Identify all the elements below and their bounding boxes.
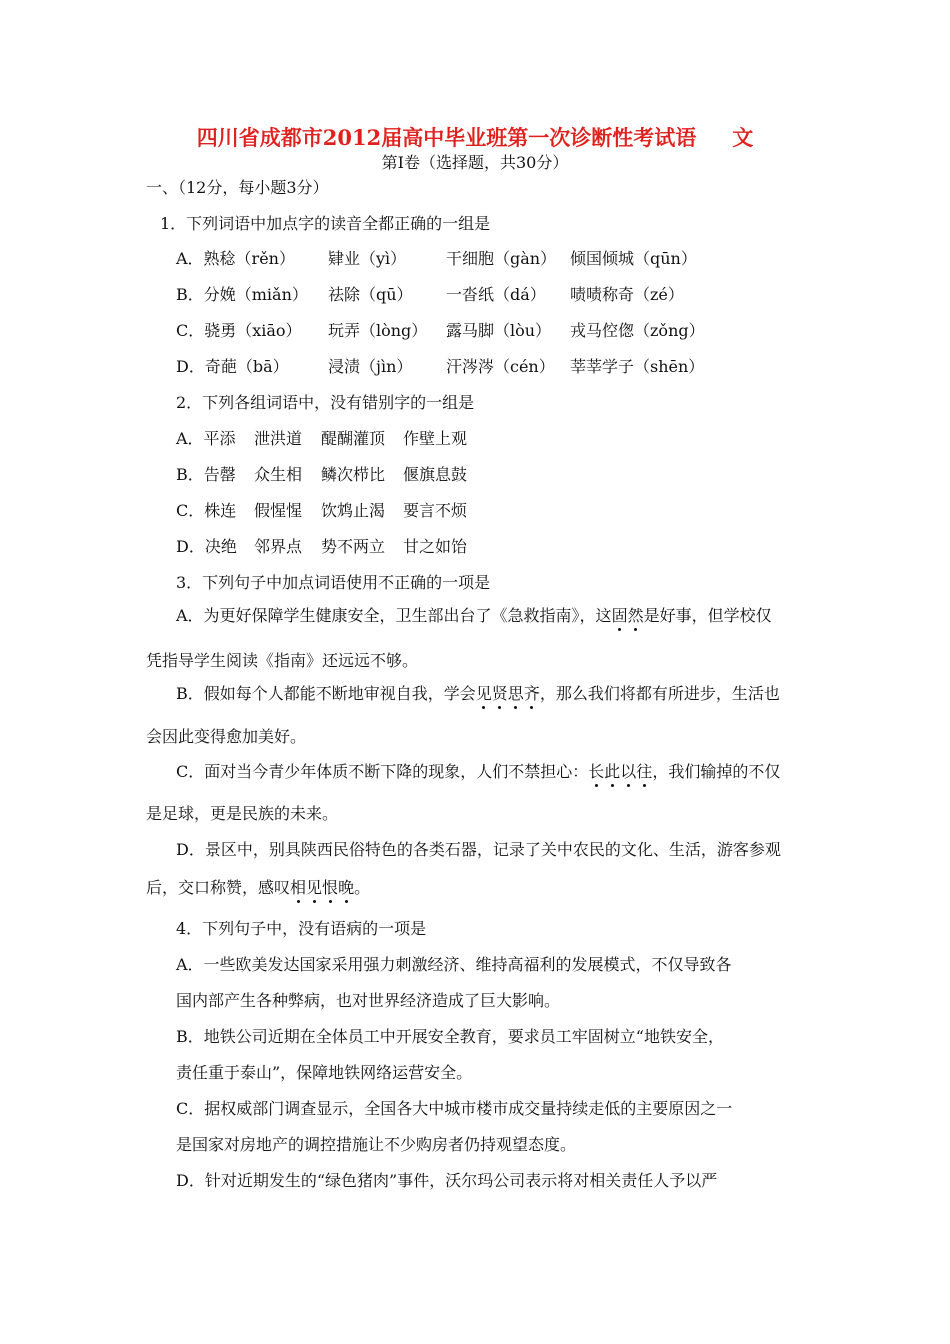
q3-option-b-line1 bbox=[176, 683, 780, 705]
q1-stem: 1．下列词语中加点字的读音全都正确的一组是 bbox=[160, 214, 491, 233]
q2-d-word3: 势不两立 bbox=[321, 537, 386, 556]
emphasis-char: 固 bbox=[611, 606, 628, 625]
title-tail: 文 bbox=[732, 125, 754, 150]
q3-c-text-pre: C．面对当今青少年体质不断下降的现象，人们不禁担心： bbox=[176, 762, 589, 781]
q1-c-word3: 露马脚（lòu） bbox=[446, 321, 552, 340]
q2-stem: 2．下列各组词语中，没有错别字的一组是 bbox=[176, 393, 475, 412]
q2-c-word4: 要言不烦 bbox=[403, 501, 468, 520]
emphasis-char: 晚 bbox=[338, 878, 355, 897]
q3-d-text-pre: 后，交口称赞，感叹 bbox=[146, 878, 291, 897]
page-title bbox=[0, 124, 950, 152]
q1-c-word4: 戎马倥偬（zǒng） bbox=[570, 321, 705, 340]
q1-d-word1: D．奇葩（bā） bbox=[176, 357, 289, 376]
q3-b-dotted-term bbox=[476, 684, 540, 703]
q2-c-word1: C．株连 bbox=[176, 501, 237, 520]
q3-option-d-line1: D．景区中，别具陕西民俗特色的各类石器，记录了关中农民的文化、生活，游客参观 bbox=[176, 840, 781, 859]
q1-d-word2: 浸渍（jìn） bbox=[328, 357, 413, 376]
emphasis-char: 以 bbox=[620, 762, 637, 781]
q2-a-word4: 作壁上观 bbox=[403, 429, 468, 448]
q3-a-dotted-term bbox=[612, 606, 644, 625]
q4-option-c-line1: C．据权威部门调查显示，全国各大中城市楼市成交量持续走低的主要原因之一 bbox=[176, 1099, 733, 1118]
q3-c-dotted-term bbox=[588, 762, 652, 781]
q3-d-dotted-term bbox=[290, 878, 354, 897]
q3-option-b-line2: 会因此变得愈加美好。 bbox=[146, 727, 307, 746]
q1-b-word2: 祛除（qū） bbox=[328, 285, 413, 304]
q1-a-word4: 倾国倾城（qūn） bbox=[570, 249, 697, 268]
q3-d-text-post: 。 bbox=[354, 878, 371, 897]
section-heading: 一、（12分，每小题3分） bbox=[146, 178, 329, 197]
q4-option-b-line1: B．地铁公司近期在全体员工中开展安全教育，要求员工牢固树立“地铁安全， bbox=[176, 1027, 724, 1046]
emphasis-char: 思 bbox=[507, 684, 524, 703]
emphasis-char: 长 bbox=[588, 762, 605, 781]
emphasis-char: 见 bbox=[306, 878, 323, 897]
q4-option-c-line2: 是国家对房地产的调控措施让不少购房者仍持观望态度。 bbox=[176, 1135, 577, 1154]
emphasis-char: 往 bbox=[636, 762, 653, 781]
q1-a-word1: A．熟稔（rěn） bbox=[176, 249, 295, 268]
q3-option-a-line2: 凭指导学生阅读《指南》还远远不够。 bbox=[146, 651, 419, 670]
q3-stem: 3．下列句子中加点词语使用不正确的一项是 bbox=[176, 573, 491, 592]
q4-option-b-line2: 责任重于泰山”，保障地铁网络运营安全。 bbox=[176, 1063, 473, 1082]
q1-b-word1: B．分娩（miǎn） bbox=[176, 285, 308, 304]
q1-b-word3: 一沓纸（dá） bbox=[446, 285, 546, 304]
q2-a-word3: 醍醐灌顶 bbox=[321, 429, 386, 448]
q3-option-a-line1 bbox=[176, 605, 772, 627]
emphasis-char: 相 bbox=[290, 878, 307, 897]
q4-option-a-line2: 国内部产生各种弊病，也对世界经济造成了巨大影响。 bbox=[176, 991, 561, 1010]
emphasis-char: 此 bbox=[604, 762, 621, 781]
q1-b-word4: 啧啧称奇（zé） bbox=[570, 285, 684, 304]
q2-b-word1: B．告罄 bbox=[176, 465, 236, 484]
emphasis-char: 然 bbox=[627, 606, 644, 625]
emphasis-char: 见 bbox=[475, 684, 492, 703]
q2-d-word1: D．决绝 bbox=[176, 537, 237, 556]
q2-b-word4: 偃旗息鼓 bbox=[403, 465, 468, 484]
q2-d-word4: 甘之如饴 bbox=[403, 537, 468, 556]
q2-a-word2: 泄洪道 bbox=[254, 429, 303, 448]
q1-a-word3: 干细胞（gàn） bbox=[446, 249, 557, 268]
q3-option-c-line2: 是足球，更是民族的未来。 bbox=[146, 804, 339, 823]
q2-b-word3: 鳞次栉比 bbox=[321, 465, 386, 484]
q3-c-text-post: ，我们输掉的不仅 bbox=[652, 762, 781, 781]
q1-c-word1: C．骁勇（xiāo） bbox=[176, 321, 302, 340]
emphasis-char: 恨 bbox=[322, 878, 339, 897]
q3-b-text-post: ，那么我们将都有所进步，生活也 bbox=[539, 684, 780, 703]
q2-c-word3: 饮鸩止渴 bbox=[321, 501, 386, 520]
q2-a-word1: A．平添 bbox=[176, 429, 236, 448]
q3-b-text-pre: B．假如每个人都能不断地审视自我，学会 bbox=[176, 684, 476, 703]
title-main: 四川省成都市2012届高中毕业班第一次诊断性考试语 bbox=[196, 125, 697, 150]
q2-d-word2: 邻界点 bbox=[254, 537, 303, 556]
q4-stem: 4．下列句子中，没有语病的一项是 bbox=[176, 919, 427, 938]
q3-option-c-line1 bbox=[176, 761, 780, 783]
section-subtitle: 第Ⅰ卷（选择题，共30分） bbox=[381, 153, 569, 172]
q4-option-a-line1: A．一些欧美发达国家采用强力刺激经济、维持高福利的发展模式，不仅导致各 bbox=[176, 955, 732, 974]
q2-b-word2: 众生相 bbox=[254, 465, 303, 484]
q1-c-word2: 玩弄（lòng） bbox=[328, 321, 428, 340]
emphasis-char: 贤 bbox=[491, 684, 508, 703]
q1-d-word4: 莘莘学子（shēn） bbox=[570, 357, 705, 376]
q3-a-text-pre: A．为更好保障学生健康安全，卫生部出台了《急救指南》，这 bbox=[176, 606, 612, 625]
q2-c-word2: 假惺惺 bbox=[254, 501, 303, 520]
q1-d-word3: 汗涔涔（cén） bbox=[446, 357, 555, 376]
q3-a-text-post: 是好事，但学校仅 bbox=[643, 606, 772, 625]
q1-a-word2: 肄业（yì） bbox=[328, 249, 407, 268]
q3-option-d-line2 bbox=[146, 877, 370, 899]
emphasis-char: 齐 bbox=[523, 684, 540, 703]
q4-option-d-line1: D．针对近期发生的“绿色猪肉”事件，沃尔玛公司表示将对相关责任人予以严 bbox=[176, 1171, 718, 1190]
